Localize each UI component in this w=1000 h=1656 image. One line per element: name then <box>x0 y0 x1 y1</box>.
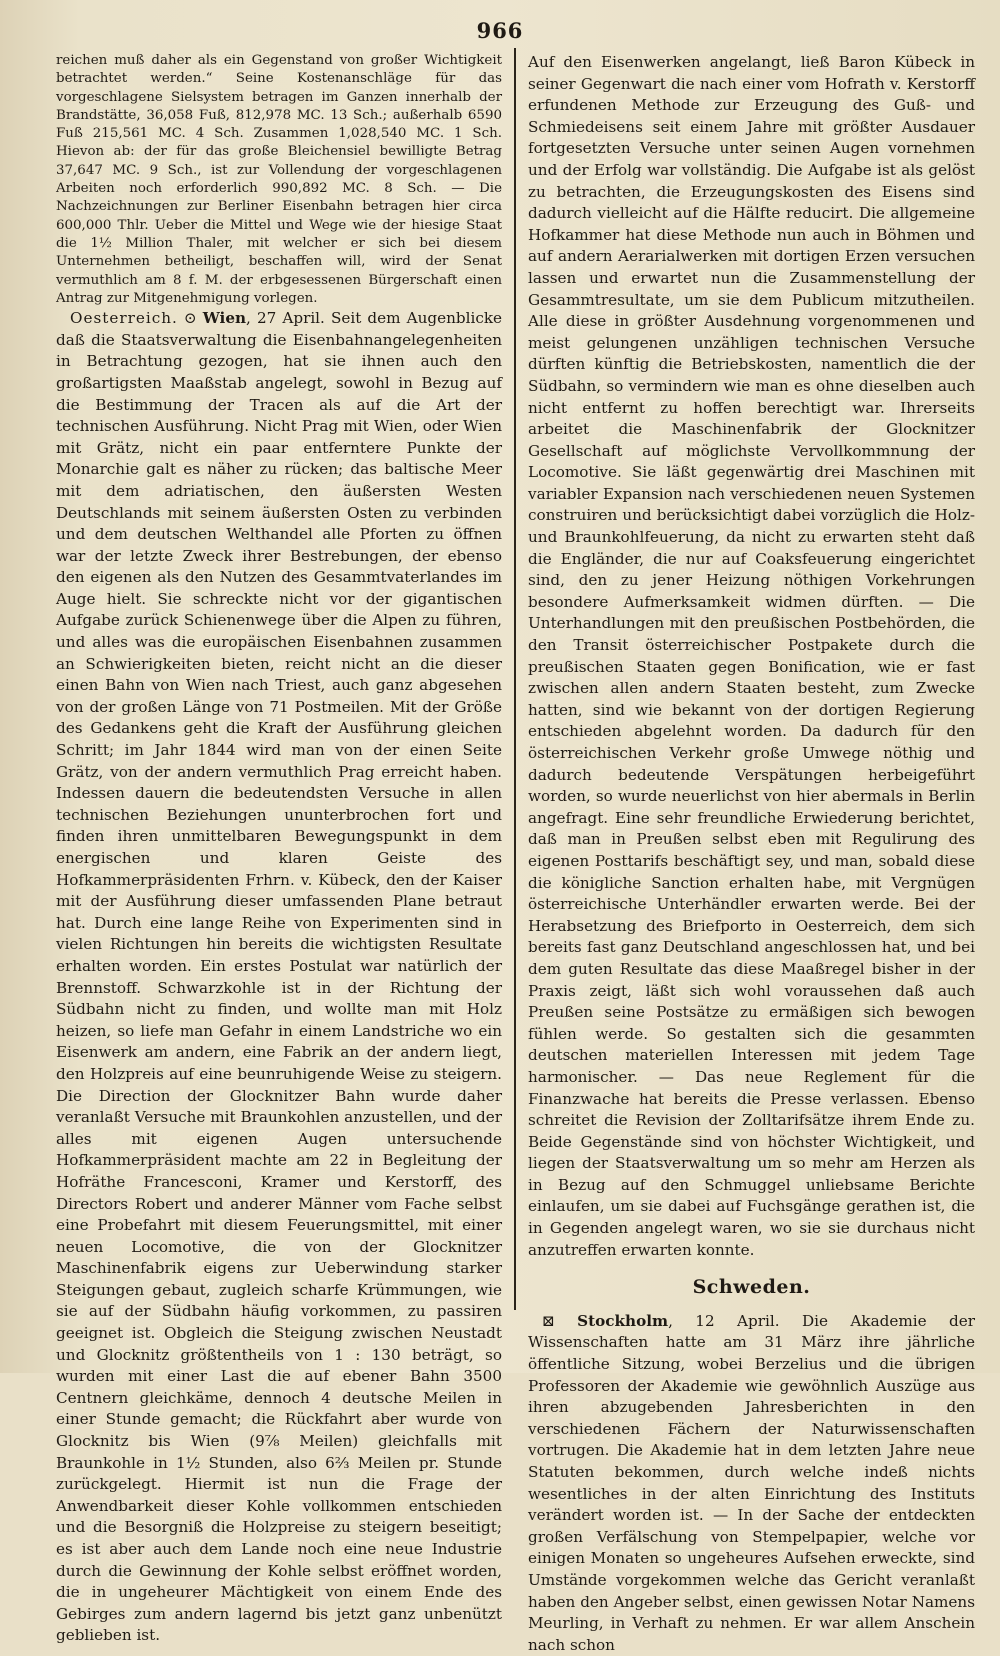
sweden-city: Stockholm <box>577 1311 669 1330</box>
right-column <box>528 52 975 1656</box>
left-column <box>56 52 502 1647</box>
austria-article-continued: Auf den Eisenwerken angelangt, ließ Baron Kübeck in seiner Gegenwart die nach einer vom Hofrath v. Kerstorff erfundenen Methode zur Erzeugung des Guß- und Schmiedeisens seit einem Jahre mit größter Ausdauer fortgesetzten Versuche unter seinen Augen vornehmen und der Erfolg war vollständig. Die Aufgabe ist als gelöst zu betrachten, die Erzeugungskosten des Eisens sind dadurch vielleicht auf die Hälfte reducirt. Die allgemeine Hofkammer hat diese Methode nun auch in Böhmen und auf andern Aerarialwerken mit dortigen Erzen versuchen lassen und erwartet nun die Zusammenstellung der Gesammtresultate, um sie dem Publicum mitzutheilen. Alle diese in größter Ausdehnung vorgenommenen und meist gelungenen unzähligen technischen Versuche dürften künftig die Betriebskosten, namentlich die der Südbahn, so vermindern wie man es ohne dieselben auch nicht entfernt zu hoffen berechtigt war. Ihrerseits arbeitet die Maschinenfabrik der Glocknitzer Gesellschaft auf möglichste Vervollkommnung der Locomotive. Sie läßt gegenwärtig drei Maschinen mit variabler Expansion nach verschiedenen neuen Systemen construiren und berücksichtigt dabei vorzüglich die Holz- und Braunkohlfeuerung, da nicht zu erwarten steht daß die Engländer, die nur auf Coaksfeuerung eingerichtet sind, den zu jener Heizung nöthigen Vorkehrungen besondere Aufmerksamkeit widmen dürften. — Die Unterhandlungen mit den preußischen Postbehörden, die den Transit österreichischer Postpakete durch die preußischen Staaten gegen Bonification, wie er fast zwischen allen andern Staaten besteht, zum Zwecke hatten, sind wie bekannt von der dortigen Regierung entschieden abgelehnt worden. Da dadurch für den österreichischen Verkehr große Umwege nöthig und dadurch bedeutende Verspätungen herbeigeführt worden, so wurde neuerlichst von hier abermals in Berlin angefragt. Eine sehr freundliche Erwiederung berichtet, daß man in Preußen selbst eben mit Regulirung des eigenen Posttarifs beschäftigt sey, und man, sobald diese die königliche Sanction erhalten habe, mit Vergnügen österreichische Unterhändler erwarten werde. Bei der Herabsetzung des Briefporto in Oesterreich, dem sich bereits fast ganz Deutschland angeschlossen hat, und bei dem guten Resultate das diese Maaßregel bisher in der Praxis zeigt, läßt sich wohl voraussehen daß auch Preußen seine Postsätze zu ermäßigen sich bewogen fühlen werde. So gestalten sich die gesammten deutschen materiellen Interessen mit jedem Tage harmonischer. — Das neue Reglement für die Finanzwache hat bereits die Presse verlassen. Ebenso schreitet die Revision der Zolltarifsätze ihrem Ende zu. Beide Gegenstände sind von höchster Wichtigkeit, und liegen der Staatsverwaltung um so mehr am Herzen als in Bezug auf den Schmuggel unliebsame Berichte einlaufen, um sie dabei auf Fuchsgänge gerathen ist, die in Gegenden angelegt waren, wo sie sie durchaus nicht anzutreffen erwarten konnte. <box>528 53 975 1259</box>
sweden-date: , 12 April. <box>668 1311 780 1330</box>
column-divider <box>514 48 516 1310</box>
sweden-text: Die Akademie der Wissenschaften hatte am 31 März ihre jährliche öffentliche Sitzung, wobei Berzelius und die übrigen Professoren der Akademie wie gewöhnlich Auszüge aus ihren abzugebenden Jahresberichten in den verschiedenen Fächern der Naturwissenschaften vortrugen. Die Akademie hat in dem letzten Jahre neue Statuten bekommen, durch welche indeß nichts wesentliches in der alten Einrichtung des Instituts verändert worden ist. — In der Sache der entdeckten großen Verfälschung von Stempelpapier, welche vor einigen Monaten so ungeheures Aufsehen erweckte, sind Umstände vorgekommen welche das Gericht veranlaßt haben den Angeber selbst, einen gewissen Notar Namens Meurling, in Verhaft zu nehmen. Er war allem Anschein nach schon <box>528 1311 975 1654</box>
page-number: 966 <box>476 18 524 43</box>
austria-symbol-icon: ⊙ <box>183 309 197 328</box>
continuation-article: reichen muß daher als ein Gegenstand von großer Wichtigkeit betrachtet werden.“ Seine Kostenanschläge für das vorgeschlagene Sielsystem betragen im Ganzen innerhalb der Brandstätte, 36,058 Fuß, 812,978 MC. 13 Sch.; außerhalb 6590 Fuß 215,561 MC. 4 Sch. Zusammen 1,028,540 MC. 1 Sch. Hievon ab: der für das große Bleichensiel bewilligte Betrag 37,647 MC. 9 Sch., ist zur Vollendung der vorgeschlagenen Arbeiten noch erforderlich 990,892 MC. 8 Sch. — Die Nachzeichnungen zur Berliner Eisenbahn betragen hier circa 600,000 Thlr. Ueber die Mittel und Wege wie der hiesige Staat die 1½ Million Thaler, mit welcher er sich bei diesem Unternehmen betheiligt, beschaffen will, wird der Senat vermuthlich am 8 f. M. der erbgesessenen Bürgerschaft einen Antrag zur Mitgenehmigung vorlegen. <box>56 53 502 306</box>
austria-country-label: Oesterreich. <box>70 309 178 328</box>
sweden-heading: Schweden. <box>692 1276 811 1299</box>
austria-city: Wien <box>202 309 247 328</box>
sweden-article <box>528 1311 975 1656</box>
austria-article <box>56 308 502 1647</box>
austria-date: , 27 April. <box>246 309 325 328</box>
austria-text: Seit dem Augenblicke daß die Staatsverwaltung die Eisenbahnangelegenheiten in Betrachtung gezogen, hat sie ihnen auch den großartigsten Maaßstab angelegt, sowohl in Bezug auf die Bestimmung der Tracen als auf die Art der technischen Ausführung. Nicht Prag mit Wien, oder Wien mit Grätz, nicht ein paar entferntere Punkte der Monarchie galt es näher zu rücken; das baltische Meer mit dem adriatischen, den äußersten Westen Deutschlands mit seinem äußersten Osten zu verbinden und dem deutschen Welthandel alle Pforten zu öffnen war der letzte Zweck ihrer Bestrebungen, der ebenso den eigenen als den Nutzen des Gesammtvaterlandes im Auge hielt. Sie schreckte nicht vor der gigantischen Aufgabe zurück Schienenwege über die Alpen zu führen, und alles was die europäischen Eisenbahnen zusammen an Schwierigkeiten bieten, reicht nicht an die dieser einen Bahn von Wien nach Triest, auch ganz abgesehen von der großen Länge von 71 Postmeilen. Mit der Größe des Gedankens geht die Kraft der Ausführung gleichen Schritt; im Jahr 1844 wird man von der einen Seite Grätz, von der andern vermuthlich Prag erreicht haben. Indessen dauern die bedeutendsten Versuche in allen technischen Beziehungen ununterbrochen fort und finden ihren unmittelbaren Bewegungspunkt in dem energischen und klaren Geiste des Hofkammerpräsidenten Frhrn. v. Kübeck, den der Kaiser mit der Ausführung dieser umfassenden Plane betraut hat. Durch eine lange Reihe von Experimenten sind in vielen Richtungen hin bereits die wichtigsten Resultate erhalten worden. Ein erstes Postulat war natürlich der Brennstoff. Schwarzkohle ist in der Richtung der Südbahn nicht zu finden, und wollte man mit Holz heizen, so liefe man Gefahr in einem Landstriche wo ein Eisenwerk am andern, eine Fabrik an der andern liegt, den Holzpreis auf eine beunruhigende Weise zu steigern. Die Direction der Glocknitzer Bahn wurde daher veranlaßt Versuche mit Braunkohlen anzustellen, und der alles mit eigenen Augen untersuchende Hofkammerpräsident machte am 22 in Begleitung der Hofräthe Francesconi, Kramer und Kerstorff, des Directors Robert und anderer Männer vom Fache selbst eine Probefahrt mit diesem Feuerungsmittel, mit einer neuen Locomotive, die von der Glocknitzer Maschinenfabrik eigens zur Ueberwindung starker Steigungen gebaut, zugleich scharfe Krümmungen, wie sie auf der Südbahn häufig vorkommen, zu passiren geeignet ist. Obgleich die Steigung zwischen Neustadt und Glocknitz größtentheils von 1 : 130 beträgt, so wurden mit einer Last die auf ebener Bahn 3500 Centnern gleichkäme, dennoch 4 deutsche Meilen in einer Stunde gemacht; die Rückfahrt aber wurde von Glocknitz bis Wien (9⅞ Meilen) gleichfalls mit Braunkohle in 1½ Stunden, also 6⅔ Meilen pr. Stunde zurückgelegt. Hiermit ist nun die Frage der Anwendbarkeit dieser Kohle vollkommen entschieden und die Besorgniß die Holzpreise zu steigern beseitigt; es ist aber auch dem Lande noch eine neue Industrie durch die Gewinnung der Kohle selbst eröffnet worden, die in ungeheurer Mächtigkeit von einem Ende des Gebirges zum andern lagernd bis jetzt ganz unbenützt geblieben ist. <box>56 309 503 1645</box>
sweden-symbol-icon: ⊠ <box>542 1311 555 1330</box>
